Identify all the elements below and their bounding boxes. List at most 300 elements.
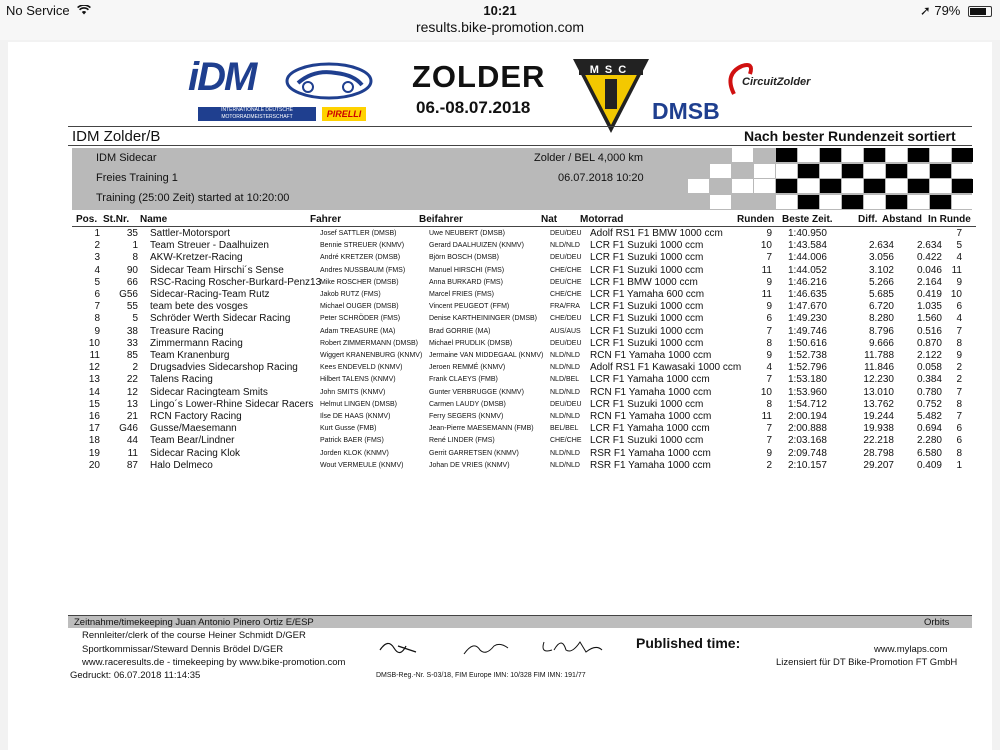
cell-motorrad: RCN F1 Yamaha 1000 ccm xyxy=(590,350,712,361)
cell-name: Schröder Werth Sidecar Racing xyxy=(150,313,291,325)
cell-stnr: 2 xyxy=(132,362,138,374)
cell-fahrer: Robert ZIMMERMANN (DMSB) xyxy=(320,339,419,347)
cell-pos: 17 xyxy=(88,423,100,435)
col-best: Beste Zeit. xyxy=(782,214,833,225)
orbits-label: Orbits xyxy=(924,617,950,628)
cell-stnr: 5 xyxy=(132,313,138,325)
cell-inrunde: 9 xyxy=(956,276,962,288)
cell-abstand: 0.780 xyxy=(916,386,942,398)
cell-diff: 6.720 xyxy=(868,301,894,313)
flag-square xyxy=(842,164,863,178)
cell-beifahrer: Jean-Pierre MAESEMANN (FMB) xyxy=(429,425,534,433)
flag-square xyxy=(952,195,973,209)
cell-name: Zimmermann Racing xyxy=(150,337,243,349)
cell-motorrad: RSR F1 Yamaha 1000 ccm xyxy=(590,447,711,459)
cell-runden: 7 xyxy=(766,252,772,264)
cell-beifahrer: Björn BOSCH (DMSB) xyxy=(429,254,500,262)
cell-nat: AUS/AUS xyxy=(550,327,581,335)
location-arrow-icon: ➚ xyxy=(919,3,931,18)
flag-square xyxy=(864,164,885,178)
cell-best: 2:03.168 xyxy=(788,435,827,447)
cell-stnr: 87 xyxy=(126,459,138,471)
flag-square xyxy=(908,164,929,178)
mylaps-link[interactable]: www.mylaps.com xyxy=(874,644,948,655)
cell-fahrer: Peter SCHRÖDER (FMS) xyxy=(320,315,401,323)
cell-inrunde: 8 xyxy=(956,337,962,349)
cell-best: 1:44.006 xyxy=(788,252,827,264)
flag-square xyxy=(798,195,819,209)
flag-square xyxy=(776,148,797,162)
idm-logo-text: iDM xyxy=(188,55,256,99)
cell-nat: CHE/CHE xyxy=(550,266,582,274)
cell-motorrad: LCR F1 Yamaha 1000 ccm xyxy=(590,374,710,386)
cell-best: 1:52.738 xyxy=(788,350,827,361)
cell-runden: 9 xyxy=(766,276,772,288)
cell-fahrer: Jorden KLOK (KNMV) xyxy=(320,449,389,457)
circuit-zolder-logo: CircuitZolder xyxy=(742,76,811,88)
cell-diff: 8.280 xyxy=(868,313,894,325)
col-nat: Nat xyxy=(541,214,558,225)
cell-best: 2:10.157 xyxy=(788,459,827,471)
session-name: Freies Training 1 xyxy=(96,172,178,184)
cell-pos: 9 xyxy=(94,325,100,337)
battery-icon xyxy=(968,6,992,17)
cell-best: 2:00.888 xyxy=(788,423,827,435)
cell-motorrad: Adolf RS1 F1 BMW 1000 ccm xyxy=(590,228,723,239)
raceresults-link[interactable]: www.raceresults.de - timekeeping by www.bike-promotion.com xyxy=(82,657,346,668)
flag-square xyxy=(842,148,863,162)
flag-square xyxy=(952,164,973,178)
cell-fahrer: Wout VERMEULE (KNMV) xyxy=(320,461,404,469)
cell-runden: 7 xyxy=(766,423,772,435)
cell-pos: 7 xyxy=(94,301,100,313)
cell-fahrer: Andres NUSSBAUM (FMS) xyxy=(320,266,406,274)
steward: Sportkommissar/Steward Dennis Brödel D/GER xyxy=(82,644,284,655)
cell-motorrad: LCR F1 Suzuki 1000 ccm xyxy=(590,313,704,325)
cell-pos: 11 xyxy=(89,350,100,361)
cell-best: 1:44.052 xyxy=(788,264,827,276)
cell-inrunde: 2 xyxy=(956,374,962,386)
cell-beifahrer: Uwe NEUBERT (DMSB) xyxy=(429,230,505,237)
cell-motorrad: LCR F1 Suzuki 1000 ccm xyxy=(590,252,704,264)
table-row xyxy=(72,289,976,301)
sort-caption: Nach bester Rundenzeit sortiert xyxy=(744,128,956,144)
cell-diff: 12.230 xyxy=(863,374,894,386)
cell-stnr: 8 xyxy=(132,252,138,264)
cell-best: 1:43.584 xyxy=(788,240,827,252)
cell-name: Talens Racing xyxy=(150,374,213,386)
cell-best: 1:54.712 xyxy=(788,398,827,410)
cell-name: AKW-Kretzer-Racing xyxy=(150,252,243,264)
cell-stnr: 22 xyxy=(126,374,138,386)
cell-motorrad: LCR F1 Suzuki 1000 ccm xyxy=(590,301,704,313)
cell-name: Team Bear/Lindner xyxy=(150,435,235,447)
flag-square xyxy=(688,164,709,178)
flag-square xyxy=(710,148,731,162)
published-time-label: Published time: xyxy=(636,635,741,651)
cell-stnr: 85 xyxy=(126,350,138,361)
cell-stnr: 90 xyxy=(126,264,138,276)
cell-motorrad: RSR F1 Yamaha 1000 ccm xyxy=(590,459,711,471)
cell-diff: 3.102 xyxy=(868,264,894,276)
cell-name: team bete des vosges xyxy=(150,301,248,313)
flag-square xyxy=(886,148,907,162)
cell-stnr: 35 xyxy=(126,228,138,239)
cell-nat: DEU/DEU xyxy=(550,254,582,262)
table-row xyxy=(72,240,976,252)
carrier-label: No Service xyxy=(6,3,70,18)
cell-diff: 9.666 xyxy=(868,337,894,349)
cell-best: 1:40.950 xyxy=(788,228,827,239)
flag-square xyxy=(710,164,731,178)
cell-name: Treasure Racing xyxy=(150,325,224,337)
table-row xyxy=(72,228,976,240)
cell-inrunde: 10 xyxy=(950,289,962,300)
col-fahrer: Fahrer xyxy=(310,214,342,225)
flag-square xyxy=(864,179,885,193)
cell-pos: 6 xyxy=(94,289,100,300)
cell-pos: 19 xyxy=(88,447,100,459)
license-note: Lizensiert für DT Bike-Promotion FT GmbH xyxy=(776,657,958,668)
flag-square xyxy=(754,195,775,209)
cell-name: Team Kranenburg xyxy=(150,350,230,361)
training-info: Training (25:00 Zeit) started at 10:20:00 xyxy=(96,192,290,204)
cell-inrunde: 8 xyxy=(956,447,962,459)
msc-logo xyxy=(571,55,651,135)
flag-square xyxy=(732,179,753,193)
flag-square xyxy=(776,164,797,178)
cell-best: 1:46.635 xyxy=(788,289,827,300)
cell-pos: 13 xyxy=(88,374,100,386)
title-rule-bottom xyxy=(68,145,972,146)
cell-best: 1:53.960 xyxy=(788,386,827,398)
col-beifahrer: Beifahrer xyxy=(419,214,463,225)
cell-stnr: 33 xyxy=(126,337,138,349)
cell-runden: 7 xyxy=(766,374,772,386)
flag-square xyxy=(864,148,885,162)
col-inrunde: In Runde xyxy=(928,214,971,225)
cell-inrunde: 4 xyxy=(956,252,962,264)
flag-square xyxy=(776,179,797,193)
cell-fahrer: John SMITS (KNMV) xyxy=(320,388,386,396)
flag-square xyxy=(732,148,753,162)
cell-beifahrer: Jeroen REMMÉ (KNMV) xyxy=(429,364,506,372)
col-abstand: Abstand xyxy=(882,214,922,225)
cell-motorrad: LCR F1 Suzuki 1000 ccm xyxy=(590,398,704,410)
cell-runden: 10 xyxy=(760,240,772,252)
cell-best: 1:46.216 xyxy=(788,276,827,288)
flag-square xyxy=(864,195,885,209)
cell-pos: 15 xyxy=(88,398,100,410)
cell-diff: 2.634 xyxy=(868,240,894,252)
cell-fahrer: Wiggert KRANENBURG (KNMV) xyxy=(320,352,423,359)
cell-name: Team Streuer - Daalhuizen xyxy=(150,240,269,252)
cell-beifahrer: Gerard DAALHUIZEN (KNMV) xyxy=(429,242,524,250)
cell-nat: NLD/NLD xyxy=(550,242,580,250)
table-row xyxy=(72,423,976,435)
cell-runden: 6 xyxy=(766,313,772,325)
event-dates: 06.-08.07.2018 xyxy=(416,98,531,117)
table-row xyxy=(72,301,976,313)
cell-abstand: 2.634 xyxy=(916,240,942,252)
cell-abstand: 5.482 xyxy=(916,411,942,422)
cell-abstand: 0.384 xyxy=(916,374,942,386)
cell-inrunde: 7 xyxy=(956,228,962,239)
flag-square xyxy=(930,195,951,209)
cell-abstand: 0.870 xyxy=(916,337,942,349)
cell-inrunde: 5 xyxy=(956,240,962,252)
table-row xyxy=(72,350,976,362)
cell-diff: 3.056 xyxy=(868,252,894,264)
cell-abstand: 6.580 xyxy=(916,447,942,459)
table-row xyxy=(72,435,976,447)
flag-square xyxy=(688,179,709,193)
cell-nat: NLD/NLD xyxy=(550,413,580,420)
dmsb-logo: DMSB xyxy=(652,98,720,124)
registration-numbers: DMSB-Reg.-Nr. S-03/18, FIM Europe IMN: 10/328 FIM IMN: 191/77 xyxy=(376,672,586,679)
clerk-of-course: Rennleiter/clerk of the course Heiner Schmidt D/GER xyxy=(82,630,306,641)
cell-motorrad: LCR F1 Suzuki 1000 ccm xyxy=(590,435,704,447)
cell-beifahrer: René LINDER (FMS) xyxy=(429,437,495,445)
cell-nat: NLD/NLD xyxy=(550,388,580,396)
checkered-flag-graphic xyxy=(688,148,972,210)
flag-square xyxy=(930,179,951,193)
cell-fahrer: Hilbert TALENS (KNMV) xyxy=(320,376,396,384)
cell-runden: 9 xyxy=(766,301,772,313)
cell-diff: 19.938 xyxy=(863,423,894,435)
table-row xyxy=(72,277,976,289)
cell-diff: 8.796 xyxy=(868,325,894,337)
cell-abstand: 1.035 xyxy=(916,301,942,313)
cell-stnr: 38 xyxy=(126,325,138,337)
cell-motorrad: Adolf RS1 F1 Kawasaki 1000 ccm xyxy=(590,362,742,374)
flag-square xyxy=(820,148,841,162)
cell-diff: 5.685 xyxy=(868,289,894,300)
sidecar-silhouette-icon xyxy=(284,61,374,101)
table-row xyxy=(72,265,976,277)
cell-name: Sidecar Team Hirschi´s Sense xyxy=(150,264,284,276)
flag-square xyxy=(952,179,973,193)
cell-inrunde: 9 xyxy=(956,350,962,361)
cell-runden: 11 xyxy=(761,411,772,422)
official-signatures xyxy=(376,632,626,662)
cell-inrunde: 7 xyxy=(956,386,962,398)
cell-runden: 9 xyxy=(766,228,772,239)
cell-beifahrer: Vincent PEUGEOT (FFM) xyxy=(429,303,510,311)
cell-stnr: 44 xyxy=(126,435,138,447)
cell-abstand: 0.422 xyxy=(916,252,942,264)
cell-beifahrer: Brad GORRIE (MA) xyxy=(429,327,491,335)
cell-beifahrer: Johan DE VRIES (KNMV) xyxy=(429,461,510,469)
cell-beifahrer: Gunter VERBRUGGE (KNMV) xyxy=(429,388,524,396)
cell-pos: 3 xyxy=(94,252,100,264)
cell-diff: 11.788 xyxy=(864,350,894,361)
cell-inrunde: 6 xyxy=(956,301,962,313)
cell-nat: DEU/CHE xyxy=(550,278,582,286)
cell-beifahrer: Frank CLAEYS (FMB) xyxy=(429,376,498,384)
cell-stnr: 55 xyxy=(126,301,138,313)
cell-stnr: 12 xyxy=(126,386,138,398)
cell-motorrad: RCN F1 Yamaha 1000 ccm xyxy=(590,386,712,398)
cell-diff: 19.244 xyxy=(863,411,894,422)
idm-subtitle: INTERNATIONALE DEUTSCHE MOTORRADMEISTERSCHAFT xyxy=(198,107,316,121)
cell-runden: 10 xyxy=(760,386,772,398)
table-row xyxy=(72,448,976,460)
cell-name: Gusse/Maesemann xyxy=(150,423,237,435)
flag-square xyxy=(754,179,775,193)
cell-pos: 2 xyxy=(94,240,100,252)
cell-abstand: 0.752 xyxy=(916,398,942,410)
flag-square xyxy=(820,164,841,178)
flag-square xyxy=(930,164,951,178)
flag-square xyxy=(754,148,775,162)
flag-square xyxy=(688,148,709,162)
cell-fahrer: Patrick BAER (FMS) xyxy=(320,437,384,445)
table-row xyxy=(72,399,976,411)
cell-beifahrer: Marcel FRIES (FMS) xyxy=(429,291,494,298)
cell-runden: 2 xyxy=(766,459,772,471)
flag-square xyxy=(842,179,863,193)
battery-fill xyxy=(970,8,986,15)
table-row xyxy=(72,252,976,264)
cell-abstand: 2.164 xyxy=(916,276,942,288)
cell-diff: 5.266 xyxy=(868,276,894,288)
cell-fahrer: Helmut LINGEN (DMSB) xyxy=(320,400,398,408)
col-runden: Runden xyxy=(737,214,775,225)
cell-pos: 8 xyxy=(94,313,100,325)
cell-runden: 8 xyxy=(766,337,772,349)
cell-beifahrer: Carmen LAUDY (DMSB) xyxy=(429,400,506,408)
cell-nat: CHE/DEU xyxy=(550,315,582,323)
cell-beifahrer: Jermaine VAN MIDDEGAAL (KNMV) xyxy=(429,352,544,359)
cell-beifahrer: Ferry SEGERS (KNMV) xyxy=(429,413,504,420)
col-diff: Diff. xyxy=(858,214,878,225)
cell-runden: 11 xyxy=(761,264,772,276)
pirelli-logo: PIRELLI xyxy=(322,107,366,121)
cell-fahrer: Jakob RUTZ (FMS) xyxy=(320,291,381,298)
cell-best: 1:49.746 xyxy=(788,325,827,337)
cell-abstand: 0.409 xyxy=(916,459,942,471)
cell-beifahrer: Michael PRUDLIK (DMSB) xyxy=(429,339,513,347)
title-rule-top xyxy=(68,126,972,127)
cell-diff: 22.218 xyxy=(863,435,894,447)
cell-runden: 9 xyxy=(766,447,772,459)
col-name: Name xyxy=(140,214,168,225)
flag-square xyxy=(710,179,731,193)
clock: 10:21 xyxy=(483,3,517,18)
flag-square xyxy=(886,195,907,209)
cell-nat: BEL/BEL xyxy=(550,425,579,433)
flag-square xyxy=(798,148,819,162)
cell-best: 2:00.194 xyxy=(788,411,827,422)
cell-best: 1:47.670 xyxy=(788,301,827,313)
cell-stnr: 1 xyxy=(132,240,138,252)
flag-square xyxy=(886,179,907,193)
flag-square xyxy=(798,164,819,178)
col-pos: Pos. xyxy=(76,214,98,225)
cell-abstand: 2.122 xyxy=(916,350,942,361)
cell-name: Sidecar Racing Klok xyxy=(150,447,241,459)
cell-stnr: 21 xyxy=(126,411,138,422)
cell-nat: DEU/DEU xyxy=(550,230,582,237)
cell-best: 1:53.180 xyxy=(788,374,827,386)
cell-abstand: 1.560 xyxy=(916,313,942,325)
flag-square xyxy=(776,195,797,209)
cell-inrunde: 1 xyxy=(956,459,962,471)
cell-nat: DEU/DEU xyxy=(550,400,582,408)
cell-motorrad: LCR F1 Suzuki 1000 ccm xyxy=(590,240,704,252)
cell-motorrad: LCR F1 BMW 1000 ccm xyxy=(590,276,698,288)
cell-fahrer: Bennie STREUER (KNMV) xyxy=(320,242,405,250)
cell-pos: 16 xyxy=(88,411,100,422)
flag-square xyxy=(710,195,731,209)
cell-name: Sidecar Racingteam Smits xyxy=(150,386,268,398)
cell-pos: 18 xyxy=(88,435,100,447)
cell-diff: 28.798 xyxy=(863,447,894,459)
flag-square xyxy=(754,164,775,178)
cell-fahrer: Michael OUGER (DMSB) xyxy=(320,303,399,311)
flag-square xyxy=(886,164,907,178)
cell-abstand: 0.516 xyxy=(916,325,942,337)
cell-fahrer: André KRETZER (DMSB) xyxy=(320,254,401,262)
cell-best: 2:09.748 xyxy=(788,447,827,459)
cell-nat: DEU/DEU xyxy=(550,339,582,347)
cell-inrunde: 7 xyxy=(956,411,962,422)
table-row xyxy=(72,411,976,423)
cell-nat: NLD/NLD xyxy=(550,364,580,372)
cell-name: RSC-Racing Roscher-Burkard-Penz13 xyxy=(150,276,322,288)
flag-square xyxy=(798,179,819,193)
cell-runden: 4 xyxy=(766,362,772,374)
cell-pos: 5 xyxy=(94,276,100,288)
cell-stnr: 13 xyxy=(126,398,138,410)
battery-status xyxy=(920,3,992,19)
cell-pos: 14 xyxy=(88,386,100,398)
cell-pos: 20 xyxy=(88,459,100,471)
cell-motorrad: LCR F1 Suzuki 1000 ccm xyxy=(590,264,704,276)
results-document xyxy=(8,42,992,750)
cell-runden: 8 xyxy=(766,398,772,410)
cell-beifahrer: Denise KARTHEININGER (DMSB) xyxy=(429,315,538,323)
cell-inrunde: 6 xyxy=(956,423,962,435)
flag-square xyxy=(908,195,929,209)
table-header xyxy=(72,214,976,227)
flag-square xyxy=(688,195,709,209)
flag-square xyxy=(908,179,929,193)
cell-stnr: 66 xyxy=(126,276,138,288)
cell-abstand: 0.419 xyxy=(916,289,942,300)
flag-square xyxy=(732,195,753,209)
cell-pos: 1 xyxy=(94,228,100,239)
cell-fahrer: Kurt Gusse (FMB) xyxy=(320,425,377,433)
cell-name: RCN Factory Racing xyxy=(150,411,242,422)
cell-fahrer: Josef SATTLER (DMSB) xyxy=(320,230,397,237)
flag-square xyxy=(820,179,841,193)
table-row xyxy=(72,313,976,325)
cell-stnr: G46 xyxy=(119,423,138,435)
cell-nat: NLD/NLD xyxy=(550,461,580,469)
address-bar-url[interactable]: results.bike-promotion.com xyxy=(415,19,585,35)
cell-pos: 12 xyxy=(88,362,100,374)
table-row xyxy=(72,362,976,374)
cell-fahrer: Kees ENDEVELD (KNMV) xyxy=(320,364,403,372)
cell-motorrad: LCR F1 Yamaha 1000 ccm xyxy=(590,423,710,435)
cell-abstand: 0.046 xyxy=(916,264,942,276)
cell-name: Lingo´s Lower-Rhine Sidecar Racers xyxy=(150,398,314,410)
class-name: IDM Sidecar xyxy=(96,152,157,164)
cell-stnr: 11 xyxy=(127,447,138,459)
msc-letters: MSC xyxy=(589,64,633,76)
